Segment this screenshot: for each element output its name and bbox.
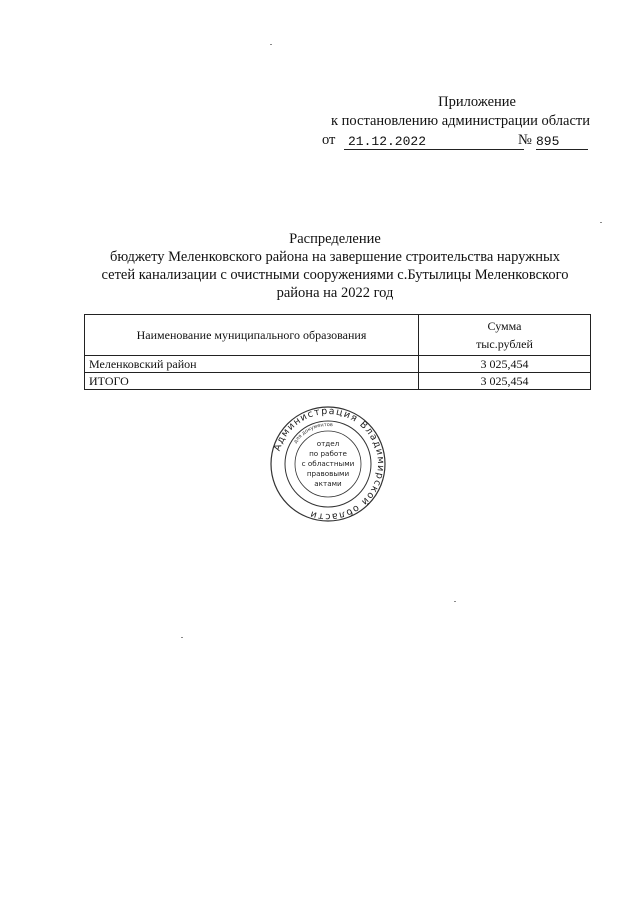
stamp-center-3: с областными [301,459,355,468]
appendix-title: Приложение [438,94,516,110]
date-prefix: от [322,132,336,148]
stamp-outer-text: Администрация Владимирской области [271,405,387,523]
scan-speck [181,637,183,638]
total-amount: 3 025,454 [419,373,591,390]
row-name: Меленковский район [85,356,419,373]
scan-speck [270,44,272,45]
document-number: 895 [536,132,588,150]
stamp-center-2: по работе [309,449,347,458]
official-stamp [268,404,388,524]
appendix-date-line [310,131,590,151]
title-line-1: Распределение [289,231,381,247]
header-amount [419,315,591,356]
stamp-center-1: отдел [316,439,340,448]
title-line-3: сетей канализации с очистными сооружениями с.Бутылицы Меленковского [101,267,569,283]
appendix-header [310,93,590,151]
document-date: 21.12.2022 [344,132,524,150]
row-amount: 3 025,454 [419,356,591,373]
scan-speck [454,601,456,602]
table-row-total [85,373,591,390]
total-label: ИТОГО [85,373,419,390]
title-line-2: бюджету Меленковского района на завершение строительства наружных [109,249,560,265]
header-amount-label: Сумма [487,319,522,333]
stamp-center-4: правовыми [306,469,350,478]
header-amount-unit: тыс.рублей [476,337,533,351]
stamp-inner-text: для документов [292,421,334,445]
table-header-row [85,315,591,356]
header-municipality: Наименование муниципального образования [85,315,419,356]
number-prefix: № [518,132,532,148]
distribution-table [84,314,591,390]
scan-speck [600,222,602,223]
stamp-center-5: актами [314,479,342,488]
title-line-4: района на 2022 год [276,285,394,301]
appendix-subtitle: к постановлению администрации области [330,113,590,129]
table-row [85,356,591,373]
document-title [80,230,590,302]
